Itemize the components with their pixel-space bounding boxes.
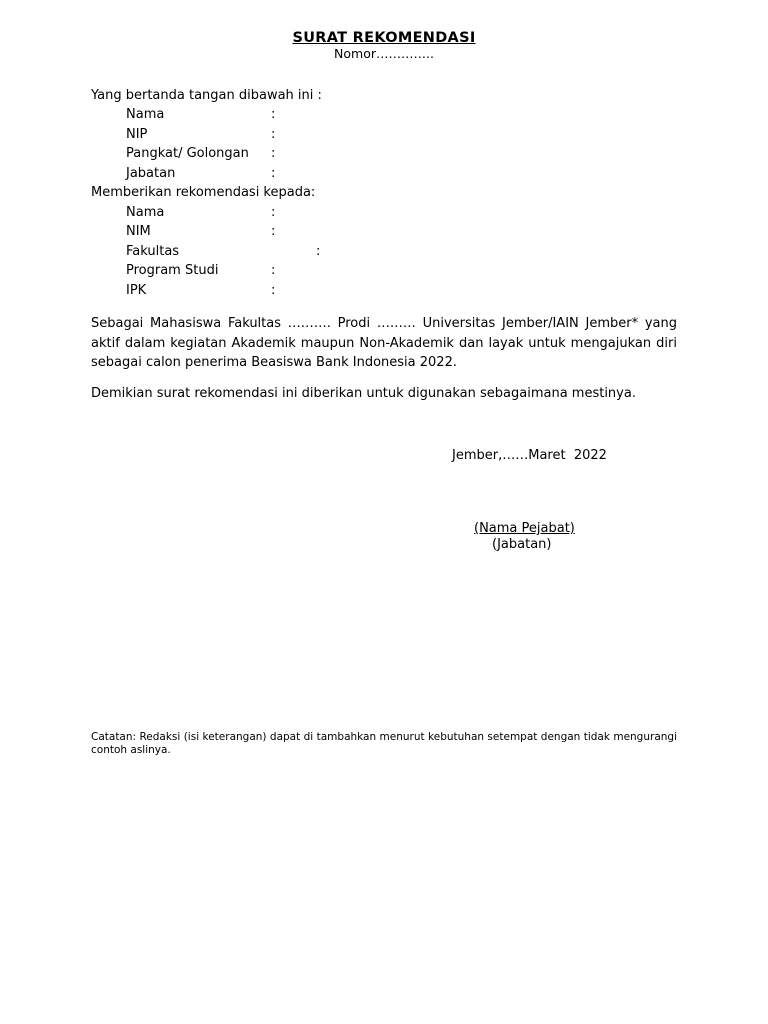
field-label: NIP — [126, 127, 148, 142]
field-colon: : — [271, 107, 276, 122]
field-colon: : — [271, 127, 276, 142]
document-number: Nomor………….. — [334, 46, 434, 61]
field-colon: : — [316, 244, 321, 259]
field-colon: : — [271, 224, 276, 239]
field-label: Pangkat/ Golongan — [126, 146, 249, 161]
official-name: (Nama Pejabat) — [474, 521, 575, 536]
signer-intro: Yang bertanda tangan dibawah ini : — [91, 88, 322, 103]
field-label: IPK — [126, 283, 147, 298]
field-label: Fakultas — [126, 244, 180, 259]
field-label: NIM — [126, 224, 151, 239]
field-colon: : — [271, 263, 276, 278]
recipient-intro: Memberikan rekomendasi kepada: — [91, 185, 316, 200]
document-title: SURAT REKOMENDASI — [292, 30, 476, 46]
field-label: Nama — [126, 107, 165, 122]
field-label: Program Studi — [126, 263, 219, 278]
place-date: Jember,……Maret 2022 — [452, 448, 607, 463]
field-colon: : — [271, 146, 276, 161]
recommendation-paragraph: Sebagai Mahasiswa Fakultas ………. Prodi ……… Universitas Jember/IAIN Jember* yang aktif dalam kegiatan Akademik maupun Non-Akademik dan layak untuk mengajukan diri sebagai calon penerima Beasiswa Bank Indonesia 2022. — [91, 316, 677, 370]
closing-paragraph: Demikian surat rekomendasi ini diberikan untuk digunakan sebagaimana mestinya. — [91, 386, 636, 401]
footnote: Catatan: Redaksi (isi keterangan) dapat di tambahkan menurut kebutuhan setempat dengan tidak mengurangi contoh aslinya. — [91, 731, 677, 756]
field-label: Jabatan — [126, 166, 176, 181]
field-colon: : — [271, 283, 276, 298]
field-colon: : — [271, 205, 276, 220]
official-position: (Jabatan) — [492, 537, 552, 552]
field-colon: : — [271, 166, 276, 181]
field-label: Nama — [126, 205, 165, 220]
